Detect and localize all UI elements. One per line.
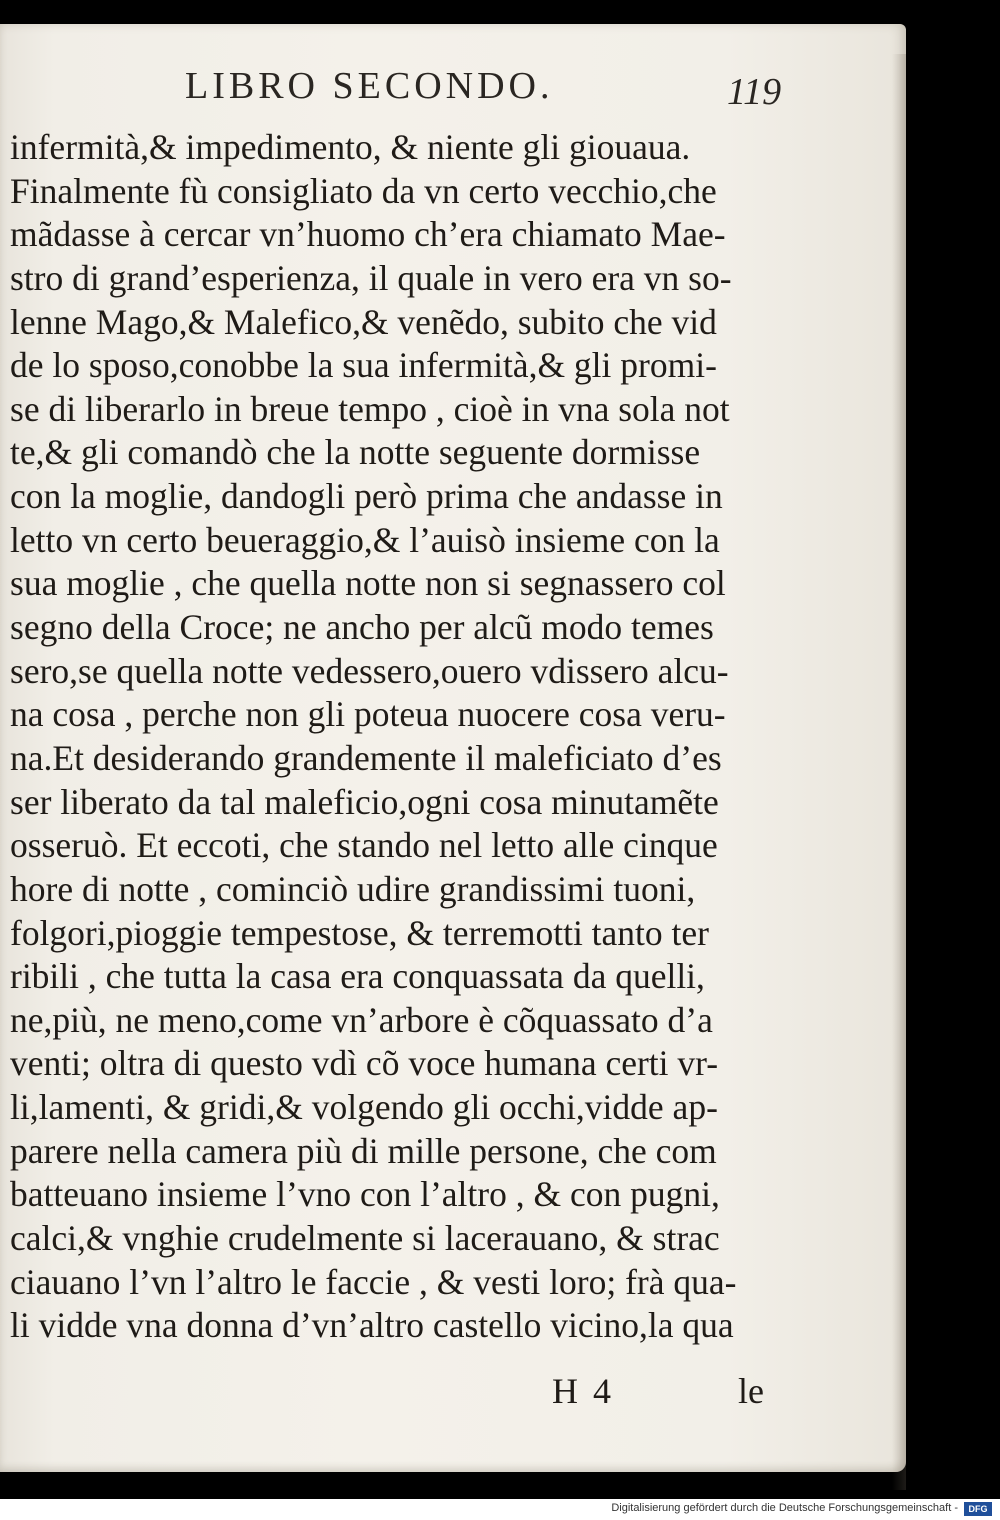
dfg-logo: DFG [964,1502,992,1516]
text-line: letto vn certo beueraggio,& l’auisò insieme con la [10,519,720,560]
digitization-footer [0,1499,1000,1520]
catchline [552,1370,782,1416]
text-line: de lo sposo,conobbe la sua infermità,& gli promi- [10,345,717,386]
text-line: ciauano l’vn l’altro le faccie , & vesti loro; frà qua- [10,1261,737,1302]
text-line: stro di grand’esperienza, il quale in vero era vn so- [10,257,732,298]
text-line: sua moglie , che quella notte non si segnassero col [10,563,726,604]
text-line: hore di notte , cominciò udire grandissimi tuoni, [10,868,696,909]
text-line: li vidde vna donna d’vn’altro castello vicino,la qua [10,1305,734,1346]
text-line: ne,più, ne meno,come vn’arbore è cõquassato d’a [10,999,713,1040]
text-line: na.Et desiderando grandemente il maleficiato d’es [10,737,722,778]
text-line: calci,& vnghie crudelmente si lacerauano, & strac [10,1218,720,1259]
text-line: lenne Mago,& Malefico,& venẽdo, subito che vid [10,301,717,342]
page-edge [892,54,906,1490]
catchword: le [738,1371,764,1411]
text-line: mãdasse à cercar vn’huomo ch’era chiamato Mae- [10,214,726,255]
text-line: ser liberato da tal maleficio,ogni cosa minutamẽte [10,781,719,822]
text-line: con la moglie, dandogli però prima che andasse in [10,476,723,517]
text-line: Finalmente fù consigliato da vn certo vecchio,che [10,170,717,211]
signature-mark: H 4 [552,1371,614,1411]
text-line: infermità,& impedimento, & niente gli giouaua. [10,127,691,167]
text-line: li,lamenti, & gridi,& volgendo gli occhi,vidde ap- [10,1087,718,1128]
page-number: 119 [727,71,782,113]
body-text [10,126,890,1348]
text-line: parere nella camera più di mille persone, che com [10,1130,717,1171]
text-line: venti; oltra di questo vdì cõ voce humana certi vr- [10,1043,719,1084]
text-line: te,& gli comandò che la notte seguente dormisse [10,432,701,473]
funding-note: Digitalisierung gefördert durch die Deutsche Forschungsgemeinschaft - [611,1502,958,1514]
text-line: osseruò. Et eccoti, che stando nel letto alle cinque [10,825,718,866]
text-line: se di liberarlo in breue tempo , cioè in vna sola not [10,388,730,429]
text-line: na cosa , perche non gli poteua nuocere cosa veru- [10,694,726,735]
text-line: sero,se quella notte vedessero,ouero vdissero alcu- [10,650,729,691]
text-line: batteuano insieme l’vno con l’altro , & con pugni, [10,1174,720,1215]
book-page [0,24,906,1472]
text-line: ribili , che tutta la casa era conquassata da quelli, [10,956,705,997]
text-line: segno della Croce; ne ancho per alcũ modo temes [10,607,714,648]
running-title: LIBRO SECONDO. [185,65,554,107]
text-line: folgori,pioggie tempestose, & terremotti tanto ter [10,912,709,953]
